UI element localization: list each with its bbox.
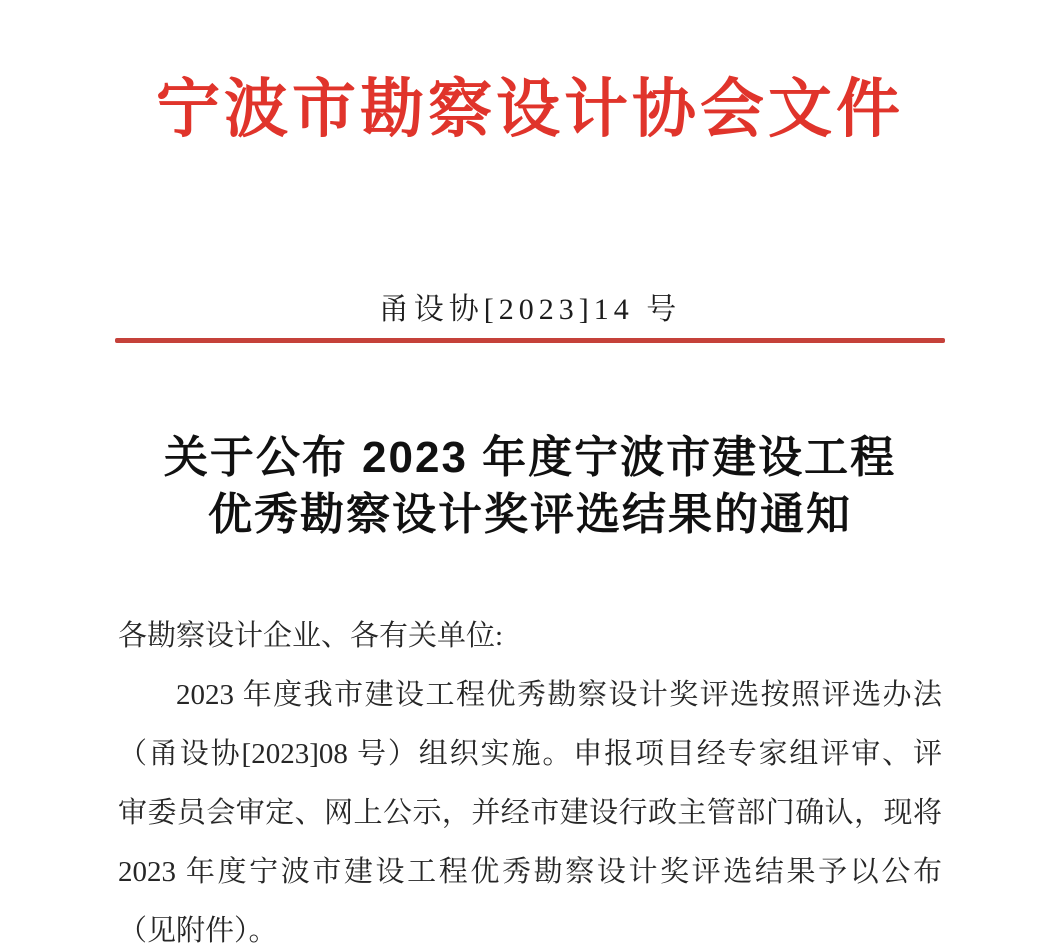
body-line: （见附件）。: [118, 915, 278, 944]
document-body: [118, 607, 942, 944]
document-number: 甬设协[2023]14 号: [378, 293, 682, 326]
document-header-title: 宁波市勘察设计协会文件: [156, 74, 904, 145]
body-line: （甬设协[2023]08 号）组织实施。申报项目经专家组评审、评: [118, 738, 942, 770]
document-title-line-2: 优秀勘察设计奖评选结果的通知: [208, 490, 852, 539]
body-line: 2023 年度我市建设工程优秀勘察设计奖评选按照评选办法: [176, 679, 942, 711]
document-title-line-1: 关于公布 2023 年度宁波市建设工程: [163, 433, 897, 482]
body-line: 审委员会审定、网上公示，并经市建设行政主管部门确认，现将: [118, 797, 942, 829]
document-title: [0, 429, 1060, 543]
body-salutation: 各勘察设计企业、各有关单位:: [118, 620, 504, 652]
body-line: 2023 年度宁波市建设工程优秀勘察设计奖评选结果予以公布: [118, 856, 942, 888]
red-divider-line: [115, 338, 945, 343]
